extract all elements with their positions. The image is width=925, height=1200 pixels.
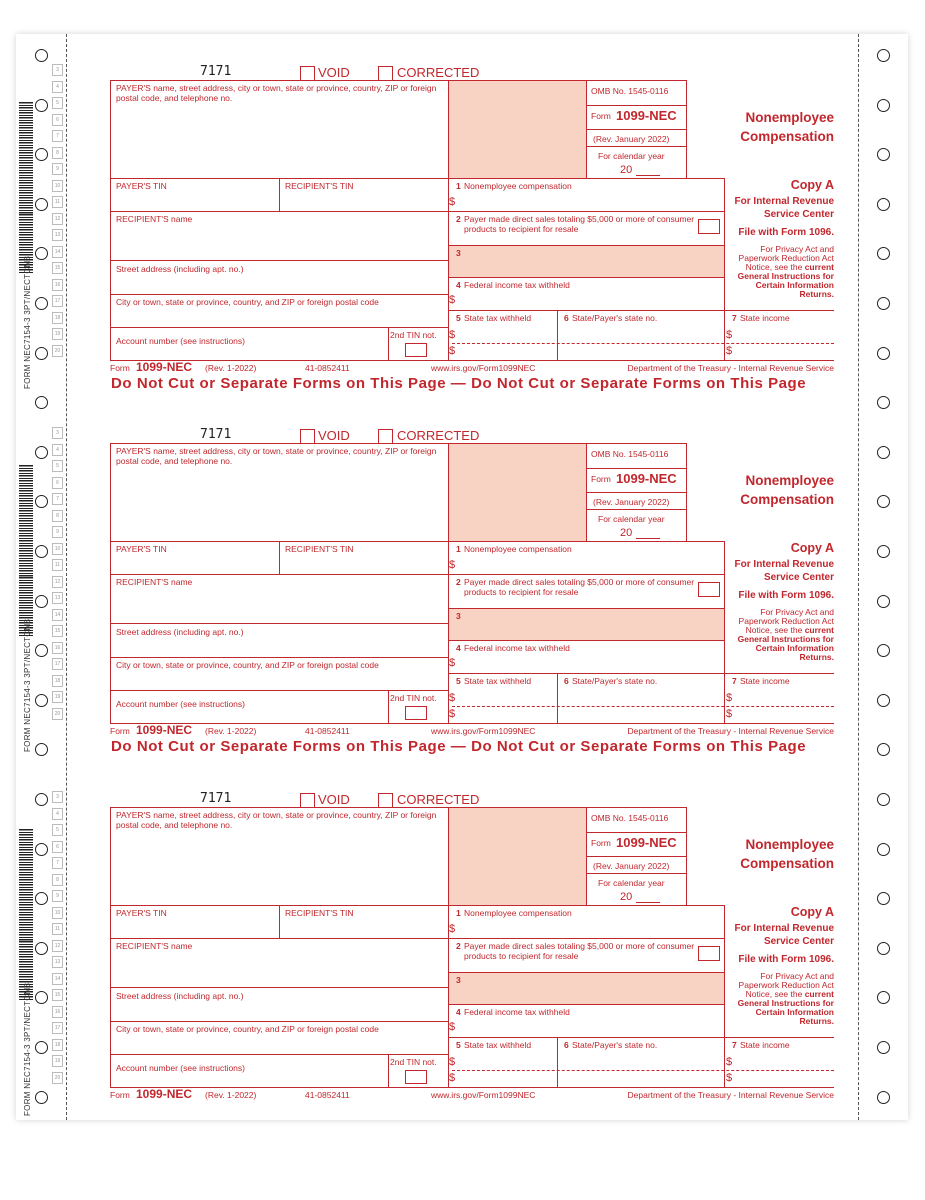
box1-dollar: $ [449, 559, 456, 571]
tractor-hole [35, 198, 48, 211]
margin-form-code: FORM NEC7154-3 3PT/NECTCM3 [23, 982, 32, 1116]
tractor-hole [877, 1091, 890, 1104]
box2-label: Payer made direct sales totaling $5,000 or more of consumer products to recipient for resale [464, 941, 695, 961]
form-name: 1099-NEC [616, 835, 677, 850]
footer-department: Department of the Treasury - Internal Revenue Service [627, 726, 834, 736]
form-title-line1: Nonemployee [745, 837, 834, 852]
tractor-hole [877, 347, 890, 360]
box1-number: 1 [456, 181, 461, 191]
footer-catalog-number: 41-0852411 [305, 1090, 350, 1100]
margin-tick: 19 [52, 1055, 63, 1067]
box5-dollar-2: $ [449, 708, 456, 720]
form-prefix: Form [591, 838, 611, 848]
payer-tin-label: PAYER'S TIN [116, 908, 167, 918]
privacy-line3-text: Notice, see the [745, 625, 803, 635]
footer-form-name: 1099-NEC [136, 360, 193, 374]
box7-label: State income [740, 676, 790, 686]
privacy-line5: Certain Information [755, 280, 834, 290]
margin-tick: 14 [52, 246, 63, 258]
privacy-line3-bold: current [804, 262, 834, 272]
tractor-hole [35, 99, 48, 112]
form-control-number: 7171 [200, 427, 232, 442]
tractor-hole [35, 347, 48, 360]
tractor-hole [877, 793, 890, 806]
privacy-line3-text: Notice, see the [745, 262, 803, 272]
margin-tick: 19 [52, 328, 63, 340]
recipient-name-label: RECIPIENT'S name [116, 214, 193, 224]
payer-info-label: PAYER'S name, street address, city or town, state or province, country, ZIP or foreign postal code, and telephone no. [116, 446, 437, 466]
box4-label: Federal income tax withheld [464, 643, 570, 653]
recipient-tin-label: RECIPIENT'S TIN [285, 908, 354, 918]
tractor-hole [35, 49, 48, 62]
box5-dollar-1: $ [449, 329, 456, 341]
box2-number: 2 [456, 577, 461, 587]
box5-number: 5 [456, 676, 461, 686]
box5-label: State tax withheld [464, 676, 532, 686]
barcode [19, 520, 33, 580]
margin-tick: 15 [52, 262, 63, 274]
box5-dollar-1: $ [449, 1056, 456, 1068]
box1-label: Nonemployee compensation [464, 544, 572, 554]
void-checkbox[interactable] [300, 793, 315, 808]
privacy-line3-bold: current [804, 625, 834, 635]
margin-tick: 6 [52, 114, 63, 126]
footer-url: www.irs.gov/Form1099NEC [431, 1090, 536, 1100]
account-number-label: Account number (see instructions) [116, 1063, 245, 1073]
city-label: City or town, state or province, country, and ZIP or foreign postal code [116, 1024, 379, 1034]
box4-dollar: $ [449, 657, 456, 669]
form-footer [110, 362, 834, 376]
payer-info-label: PAYER'S name, street address, city or town, state or province, country, ZIP or foreign postal code, and telephone no. [116, 810, 437, 830]
privacy-line4: General Instructions for [737, 271, 834, 281]
calendar-year-label: For calendar year [598, 514, 665, 524]
form-1099-nec-copy-1 [110, 64, 836, 374]
privacy-line1: For Privacy Act and [760, 244, 834, 254]
box4-label: Federal income tax withheld [464, 1007, 570, 1017]
omb-number: OMB No. 1545-0116 [591, 449, 669, 459]
box7-dollar-2: $ [726, 1072, 733, 1084]
form-footer [110, 725, 834, 739]
form-control-number: 7171 [200, 791, 232, 806]
void-label: VOID [318, 65, 350, 80]
second-tin-checkbox[interactable] [405, 343, 427, 357]
box1-dollar: $ [449, 196, 456, 208]
tractor-hole [35, 1041, 48, 1054]
corrected-checkbox[interactable] [378, 429, 393, 444]
box1-number: 1 [456, 908, 461, 918]
corrected-checkbox[interactable] [378, 793, 393, 808]
margin-tick: 9 [52, 890, 63, 902]
box3-number: 3 [456, 975, 461, 985]
copy-a-label: Copy A [790, 178, 834, 192]
form-grid [110, 80, 834, 360]
tractor-hole [35, 595, 48, 608]
tractor-hole [35, 694, 48, 707]
second-tin-label: 2nd TIN not. [390, 330, 437, 340]
box6-number: 6 [564, 1040, 569, 1050]
box1-number: 1 [456, 544, 461, 554]
margin-tick: 12 [52, 213, 63, 225]
tractor-hole [877, 843, 890, 856]
margin-form-code: FORM NEC7154-3 3PT/NECTCM3 [23, 255, 32, 389]
form-footer [110, 1089, 834, 1103]
margin-tick: 8 [52, 510, 63, 522]
margin-tick: 11 [52, 923, 63, 935]
margin-tick: 13 [52, 229, 63, 241]
box4-number: 4 [456, 280, 461, 290]
footer-form-name: 1099-NEC [136, 1087, 193, 1101]
file-with-1096: File with Form 1096. [738, 590, 834, 601]
margin-tick: 12 [52, 940, 63, 952]
barcode [19, 829, 33, 889]
tractor-hole [877, 297, 890, 310]
calendar-year-label: For calendar year [598, 878, 665, 888]
tractor-hole [35, 793, 48, 806]
shaded-box3 [448, 972, 724, 1004]
footer-form-name: 1099-NEC [136, 723, 193, 737]
margin-tick: 5 [52, 824, 63, 836]
form-grid [110, 807, 834, 1087]
corrected-label: CORRECTED [397, 428, 480, 443]
margin-tick: 10 [52, 180, 63, 192]
tractor-hole [877, 595, 890, 608]
privacy-line2: Paperwork Reduction Act [738, 980, 834, 990]
box5-label: State tax withheld [464, 1040, 532, 1050]
footer-catalog-number: 41-0852411 [305, 726, 350, 736]
box5-label: State tax withheld [464, 313, 532, 323]
barcode [19, 465, 33, 525]
form-prefix: Form [591, 111, 611, 121]
margin-tick: 17 [52, 1022, 63, 1034]
shaded-header-area [448, 80, 586, 178]
margin-tick: 6 [52, 841, 63, 853]
corrected-label: CORRECTED [397, 65, 480, 80]
footer-form-prefix: Form [110, 363, 130, 373]
city-label: City or town, state or province, country, and ZIP or foreign postal code [116, 297, 379, 307]
account-number-label: Account number (see instructions) [116, 336, 245, 346]
do-not-cut-notice-1: Do Not Cut or Separate Forms on This Page — Do Not Cut or Separate Forms on This Page [111, 375, 807, 392]
tractor-hole [35, 446, 48, 459]
margin-tick: 18 [52, 675, 63, 687]
box6-number: 6 [564, 313, 569, 323]
form-control-number: 7171 [200, 64, 232, 79]
margin-tick: 19 [52, 691, 63, 703]
privacy-line2: Paperwork Reduction Act [738, 253, 834, 263]
margin-tick: 13 [52, 956, 63, 968]
calendar-year-prefix: 20 [620, 891, 633, 903]
copy-a-label: Copy A [790, 541, 834, 555]
do-not-cut-notice-2: Do Not Cut or Separate Forms on This Page — Do Not Cut or Separate Forms on This Page [111, 738, 807, 755]
privacy-line2: Paperwork Reduction Act [738, 616, 834, 626]
box7-label: State income [740, 313, 790, 323]
void-label: VOID [318, 428, 350, 443]
right-tear-line [858, 34, 859, 1120]
footer-url: www.irs.gov/Form1099NEC [431, 726, 536, 736]
margin-tick: 15 [52, 625, 63, 637]
tractor-hole [877, 694, 890, 707]
box3-number: 3 [456, 611, 461, 621]
city-label: City or town, state or province, country, and ZIP or foreign postal code [116, 660, 379, 670]
footer-revision: (Rev. 1-2022) [205, 1090, 257, 1100]
form-1099-nec-copy-3 [110, 791, 836, 1101]
calendar-year-prefix: 20 [620, 164, 633, 176]
privacy-line6: Returns. [799, 1016, 834, 1026]
second-tin-checkbox[interactable] [405, 1070, 427, 1084]
box3-number: 3 [456, 248, 461, 258]
margin-tick: 3 [52, 791, 63, 803]
footer-department: Department of the Treasury - Internal Revenue Service [627, 1090, 834, 1100]
privacy-line1: For Privacy Act and [760, 607, 834, 617]
margin-form-code: FORM NEC7154-3 3PT/NECTCM3 [23, 618, 32, 752]
margin-tick: 11 [52, 196, 63, 208]
barcode [19, 157, 33, 217]
margin-tick: 9 [52, 163, 63, 175]
footer-department: Department of the Treasury - Internal Revenue Service [627, 363, 834, 373]
recipient-name-label: RECIPIENT'S name [116, 941, 193, 951]
margin-tick: 10 [52, 907, 63, 919]
void-label: VOID [318, 792, 350, 807]
form-title-line1: Nonemployee [745, 473, 834, 488]
privacy-line1: For Privacy Act and [760, 971, 834, 981]
form-title-line2: Compensation [740, 129, 834, 144]
margin-tick: 14 [52, 973, 63, 985]
margin-tick: 17 [52, 658, 63, 670]
privacy-line6: Returns. [799, 652, 834, 662]
irs-line1: For Internal Revenue [734, 923, 834, 934]
payer-info-label: PAYER'S name, street address, city or town, state or province, country, ZIP or foreign postal code, and telephone no. [116, 83, 437, 103]
box4-number: 4 [456, 1007, 461, 1017]
tractor-hole [35, 843, 48, 856]
box4-number: 4 [456, 643, 461, 653]
tractor-hole [877, 1041, 890, 1054]
payer-tin-label: PAYER'S TIN [116, 181, 167, 191]
margin-tick: 20 [52, 1072, 63, 1084]
box2-label: Payer made direct sales totaling $5,000 or more of consumer products to recipient for resale [464, 214, 695, 234]
tractor-hole [35, 545, 48, 558]
margin-tick: 16 [52, 642, 63, 654]
omb-number: OMB No. 1545-0116 [591, 86, 669, 96]
barcode [19, 102, 33, 162]
privacy-line6: Returns. [799, 289, 834, 299]
second-tin-label: 2nd TIN not. [390, 693, 437, 703]
margin-tick: 20 [52, 708, 63, 720]
form-1099-nec-copy-2 [110, 427, 836, 737]
shaded-box3 [448, 245, 724, 277]
calendar-year-label: For calendar year [598, 151, 665, 161]
revision-label: (Rev. January 2022) [593, 861, 670, 871]
box7-label: State income [740, 1040, 790, 1050]
file-with-1096: File with Form 1096. [738, 227, 834, 238]
margin-tick: 17 [52, 295, 63, 307]
box5-dollar-2: $ [449, 1072, 456, 1084]
margin-tick: 16 [52, 279, 63, 291]
file-with-1096: File with Form 1096. [738, 954, 834, 965]
margin-tick: 9 [52, 526, 63, 538]
tractor-hole [877, 99, 890, 112]
street-address-label: Street address (including apt. no.) [116, 264, 244, 274]
margin-tick: 13 [52, 592, 63, 604]
privacy-line4: General Instructions for [737, 998, 834, 1008]
second-tin-label: 2nd TIN not. [390, 1057, 437, 1067]
box5-number: 5 [456, 313, 461, 323]
margin-tick: 11 [52, 559, 63, 571]
recipient-tin-label: RECIPIENT'S TIN [285, 181, 354, 191]
shaded-header-area [448, 807, 586, 905]
box2-checkbox[interactable] [698, 946, 720, 961]
shaded-box3 [448, 608, 724, 640]
margin-tick: 7 [52, 130, 63, 142]
margin-tick: 12 [52, 576, 63, 588]
box2-label: Payer made direct sales totaling $5,000 or more of consumer products to recipient for resale [464, 577, 695, 597]
box6-label: State/Payer's state no. [572, 1040, 658, 1050]
box4-label: Federal income tax withheld [464, 280, 570, 290]
revision-label: (Rev. January 2022) [593, 134, 670, 144]
footer-form-prefix: Form [110, 1090, 130, 1100]
form-grid [110, 443, 834, 723]
box2-number: 2 [456, 941, 461, 951]
form-name: 1099-NEC [616, 108, 677, 123]
form-name: 1099-NEC [616, 471, 677, 486]
privacy-line4: General Instructions for [737, 634, 834, 644]
margin-tick: 8 [52, 874, 63, 886]
box7-dollar-1: $ [726, 1056, 733, 1068]
tractor-hole [877, 446, 890, 459]
margin-tick: 18 [52, 312, 63, 324]
box2-checkbox[interactable] [698, 219, 720, 234]
footer-form-prefix: Form [110, 726, 130, 736]
void-checkbox[interactable] [300, 66, 315, 81]
box1-dollar: $ [449, 923, 456, 935]
tractor-hole [877, 942, 890, 955]
margin-tick: 8 [52, 147, 63, 159]
copy-a-label: Copy A [790, 905, 834, 919]
box7-number: 7 [732, 1040, 737, 1050]
box2-checkbox[interactable] [698, 582, 720, 597]
margin-tick: 18 [52, 1039, 63, 1051]
margin-tick: 4 [52, 808, 63, 820]
box6-number: 6 [564, 676, 569, 686]
tractor-hole [877, 545, 890, 558]
privacy-line3-text: Notice, see the [745, 989, 803, 999]
barcode [19, 884, 33, 944]
margin-tick: 7 [52, 857, 63, 869]
tractor-hole [35, 297, 48, 310]
margin-tick: 4 [52, 81, 63, 93]
omb-number: OMB No. 1545-0116 [591, 813, 669, 823]
recipient-name-label: RECIPIENT'S name [116, 577, 193, 587]
calendar-year-prefix: 20 [620, 527, 633, 539]
box4-dollar: $ [449, 294, 456, 306]
corrected-label: CORRECTED [397, 792, 480, 807]
box5-dollar-2: $ [449, 345, 456, 357]
form-title-line1: Nonemployee [745, 110, 834, 125]
margin-tick: 14 [52, 609, 63, 621]
irs-line1: For Internal Revenue [734, 196, 834, 207]
account-number-label: Account number (see instructions) [116, 699, 245, 709]
margin-tick: 10 [52, 543, 63, 555]
box7-dollar-2: $ [726, 345, 733, 357]
margin-tick: 5 [52, 97, 63, 109]
second-tin-checkbox[interactable] [405, 706, 427, 720]
box6-label: State/Payer's state no. [572, 313, 658, 323]
footer-url: www.irs.gov/Form1099NEC [431, 363, 536, 373]
box7-dollar-1: $ [726, 692, 733, 704]
box7-number: 7 [732, 676, 737, 686]
revision-label: (Rev. January 2022) [593, 497, 670, 507]
tractor-hole [35, 942, 48, 955]
box6-label: State/Payer's state no. [572, 676, 658, 686]
footer-revision: (Rev. 1-2022) [205, 726, 257, 736]
box2-number: 2 [456, 214, 461, 224]
margin-tick: 6 [52, 477, 63, 489]
privacy-line5: Certain Information [755, 643, 834, 653]
footer-catalog-number: 41-0852411 [305, 363, 350, 373]
irs-line1: For Internal Revenue [734, 559, 834, 570]
box1-label: Nonemployee compensation [464, 181, 572, 191]
privacy-line5: Certain Information [755, 1007, 834, 1017]
tractor-hole [35, 1091, 48, 1104]
margin-tick: 15 [52, 989, 63, 1001]
tractor-hole [877, 49, 890, 62]
form-title-line2: Compensation [740, 856, 834, 871]
form-prefix: Form [591, 474, 611, 484]
corrected-checkbox[interactable] [378, 66, 393, 81]
street-address-label: Street address (including apt. no.) [116, 627, 244, 637]
box4-dollar: $ [449, 1021, 456, 1033]
margin-tick: 7 [52, 493, 63, 505]
recipient-tin-label: RECIPIENT'S TIN [285, 544, 354, 554]
box7-dollar-1: $ [726, 329, 733, 341]
tractor-hole [877, 198, 890, 211]
irs-line2: Service Center [763, 936, 834, 947]
void-checkbox[interactable] [300, 429, 315, 444]
margin-tick: 5 [52, 460, 63, 472]
irs-line2: Service Center [763, 572, 834, 583]
shaded-header-area [448, 443, 586, 541]
box5-number: 5 [456, 1040, 461, 1050]
box7-dollar-2: $ [726, 708, 733, 720]
footer-revision: (Rev. 1-2022) [205, 363, 257, 373]
margin-tick: 3 [52, 64, 63, 76]
street-address-label: Street address (including apt. no.) [116, 991, 244, 1001]
margin-tick: 16 [52, 1006, 63, 1018]
payer-tin-label: PAYER'S TIN [116, 544, 167, 554]
box7-number: 7 [732, 313, 737, 323]
irs-line2: Service Center [763, 209, 834, 220]
privacy-line3-bold: current [804, 989, 834, 999]
form-title-line2: Compensation [740, 492, 834, 507]
margin-tick: 20 [52, 345, 63, 357]
left-tear-line [66, 34, 67, 1120]
box1-label: Nonemployee compensation [464, 908, 572, 918]
margin-tick: 4 [52, 444, 63, 456]
margin-tick: 3 [52, 427, 63, 439]
box5-dollar-1: $ [449, 692, 456, 704]
